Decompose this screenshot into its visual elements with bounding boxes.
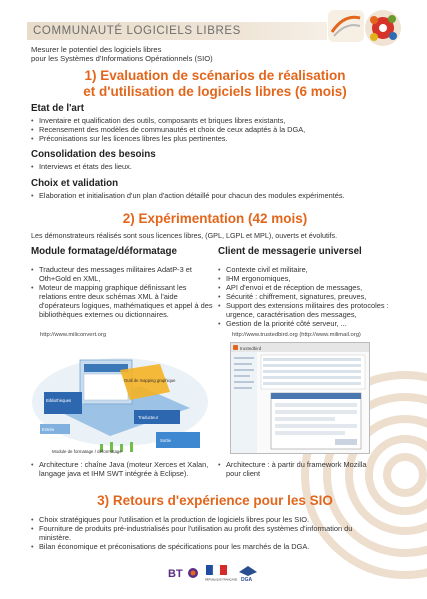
list-item: • Moteur de mapping graphique définissant les relations entre deux schémas XML à l'aide d'opérateurs logiques, mathématiques et appel à des bibliothèques externes ou dictionnaires. [31, 283, 216, 319]
mapping-diagram [30, 340, 210, 455]
bt-logo-text: BT [168, 568, 183, 580]
list-item: • Inventaire et qualification des outils, composants et briques libres existants, [31, 116, 401, 125]
list-item: • Bilan économique et préconisations de spécifications pour les marchés de la DGA. [31, 542, 361, 551]
fig-label: Sortie [160, 438, 171, 443]
client-list [218, 265, 408, 328]
miliconvert-link[interactable]: http://www.miliconvert.org [40, 332, 107, 338]
module-heading: Module formatage/déformatage [31, 246, 177, 257]
choix-heading: Choix et validation [31, 178, 119, 189]
mail-client-illustration [231, 343, 369, 453]
list-item: • Traducteur des messages militaires AdatP-3 et Oth+Gold en XML, [31, 265, 216, 283]
figure-caption: Module de formatage / déformatage [52, 449, 122, 454]
section2-paragraph: Les démonstrateurs réalisés sont sous licences libres, (GPL, LGPL et MPL), ouverts et évolutifs. [31, 231, 338, 240]
list-item: • Interviews et états des lieux. [31, 162, 401, 171]
republique-logo-icon [204, 563, 238, 583]
fig-label: Outil de mapping graphique [124, 378, 176, 383]
list-item: • IHM ergonomiques, [218, 274, 408, 283]
consolidation-list [31, 162, 401, 171]
section3-title: 3) Retours d'expérience pour les SIO [97, 493, 333, 508]
list-item: • Recensement des modèles de communautés et choix de ceux adaptés à la DGA, [31, 125, 401, 134]
list-item: • Préconisations sur les licences libres les plus pertinentes. [31, 134, 401, 143]
choix-list [31, 191, 406, 200]
etat-heading: Etat de l'art [31, 103, 84, 114]
section1-title: 1) Evaluation de scénarios de réalisation et d'utilisation de logiciels libres (6 mois) [83, 68, 347, 99]
gear-people-logo-icon [362, 8, 404, 48]
screenshot-title: trustedbird [240, 346, 262, 351]
intro-text: Mesurer le potentiel des logiciels libres pour les Systèmes d'Informations Opérationnels (SIO) [31, 45, 213, 63]
banner-title: COMMUNAUTÉ LOGICIELS LIBRES [27, 22, 327, 40]
list-item: • Fourniture de produits pré-industrialisés pour l'utilisation au profit des systèmes d'information du ministère. [31, 524, 361, 542]
dga-logo-icon [236, 563, 260, 583]
module-architecture [31, 460, 216, 478]
consolidation-heading: Consolidation des besoins [31, 149, 156, 160]
mail-client-screenshot [230, 342, 370, 454]
list-item: • Contexte civil et militaire, [218, 265, 408, 274]
fig-label: Traducteur [138, 415, 159, 420]
list-item: • API d'envoi et de réception de messages, [218, 283, 408, 292]
client-heading: Client de messagerie universel [218, 246, 362, 257]
list-item: • Support des extensions militaires des protocoles : urgence, caractérisation des messages, [218, 301, 408, 319]
community-logo-icon [326, 8, 366, 44]
list-item: • Choix stratégiques pour l'utilisation et la production de logiciels libres pour les SIO. [31, 515, 361, 524]
list-item: • Architecture : chaîne Java (moteur Xerces et Xalan, langage java et IHM SWT intégrée à Eclipse). [31, 460, 216, 478]
retours-list [31, 515, 361, 551]
etat-list [31, 116, 401, 143]
bt-logo-icon [167, 563, 201, 583]
list-item: • Sécurité : chiffrement, signatures, preuves, [218, 292, 408, 301]
list-item: • Architecture : à partir du framework Mozilla pour client [218, 460, 368, 478]
module-list [31, 265, 216, 319]
trustedbird-link[interactable]: http://www.trustedbird.org (http://www.milimail.org) [232, 332, 361, 338]
section2-title: 2) Expérimentation (42 mois) [122, 211, 308, 226]
dga-logo-text: DGA [241, 577, 253, 583]
list-item: • Gestion de la priorité côté serveur, ... [218, 319, 408, 328]
fig-label: Entrée [42, 427, 55, 432]
republique-logo-text: RÉPUBLIQUE FRANÇAISE [205, 578, 238, 582]
client-architecture [218, 460, 368, 478]
fig-label: Bibliothèques [46, 398, 72, 403]
list-item: • Elaboration et initialisation d'un plan d'action détaillé pour chacun des modules expérimentés. [31, 191, 406, 200]
